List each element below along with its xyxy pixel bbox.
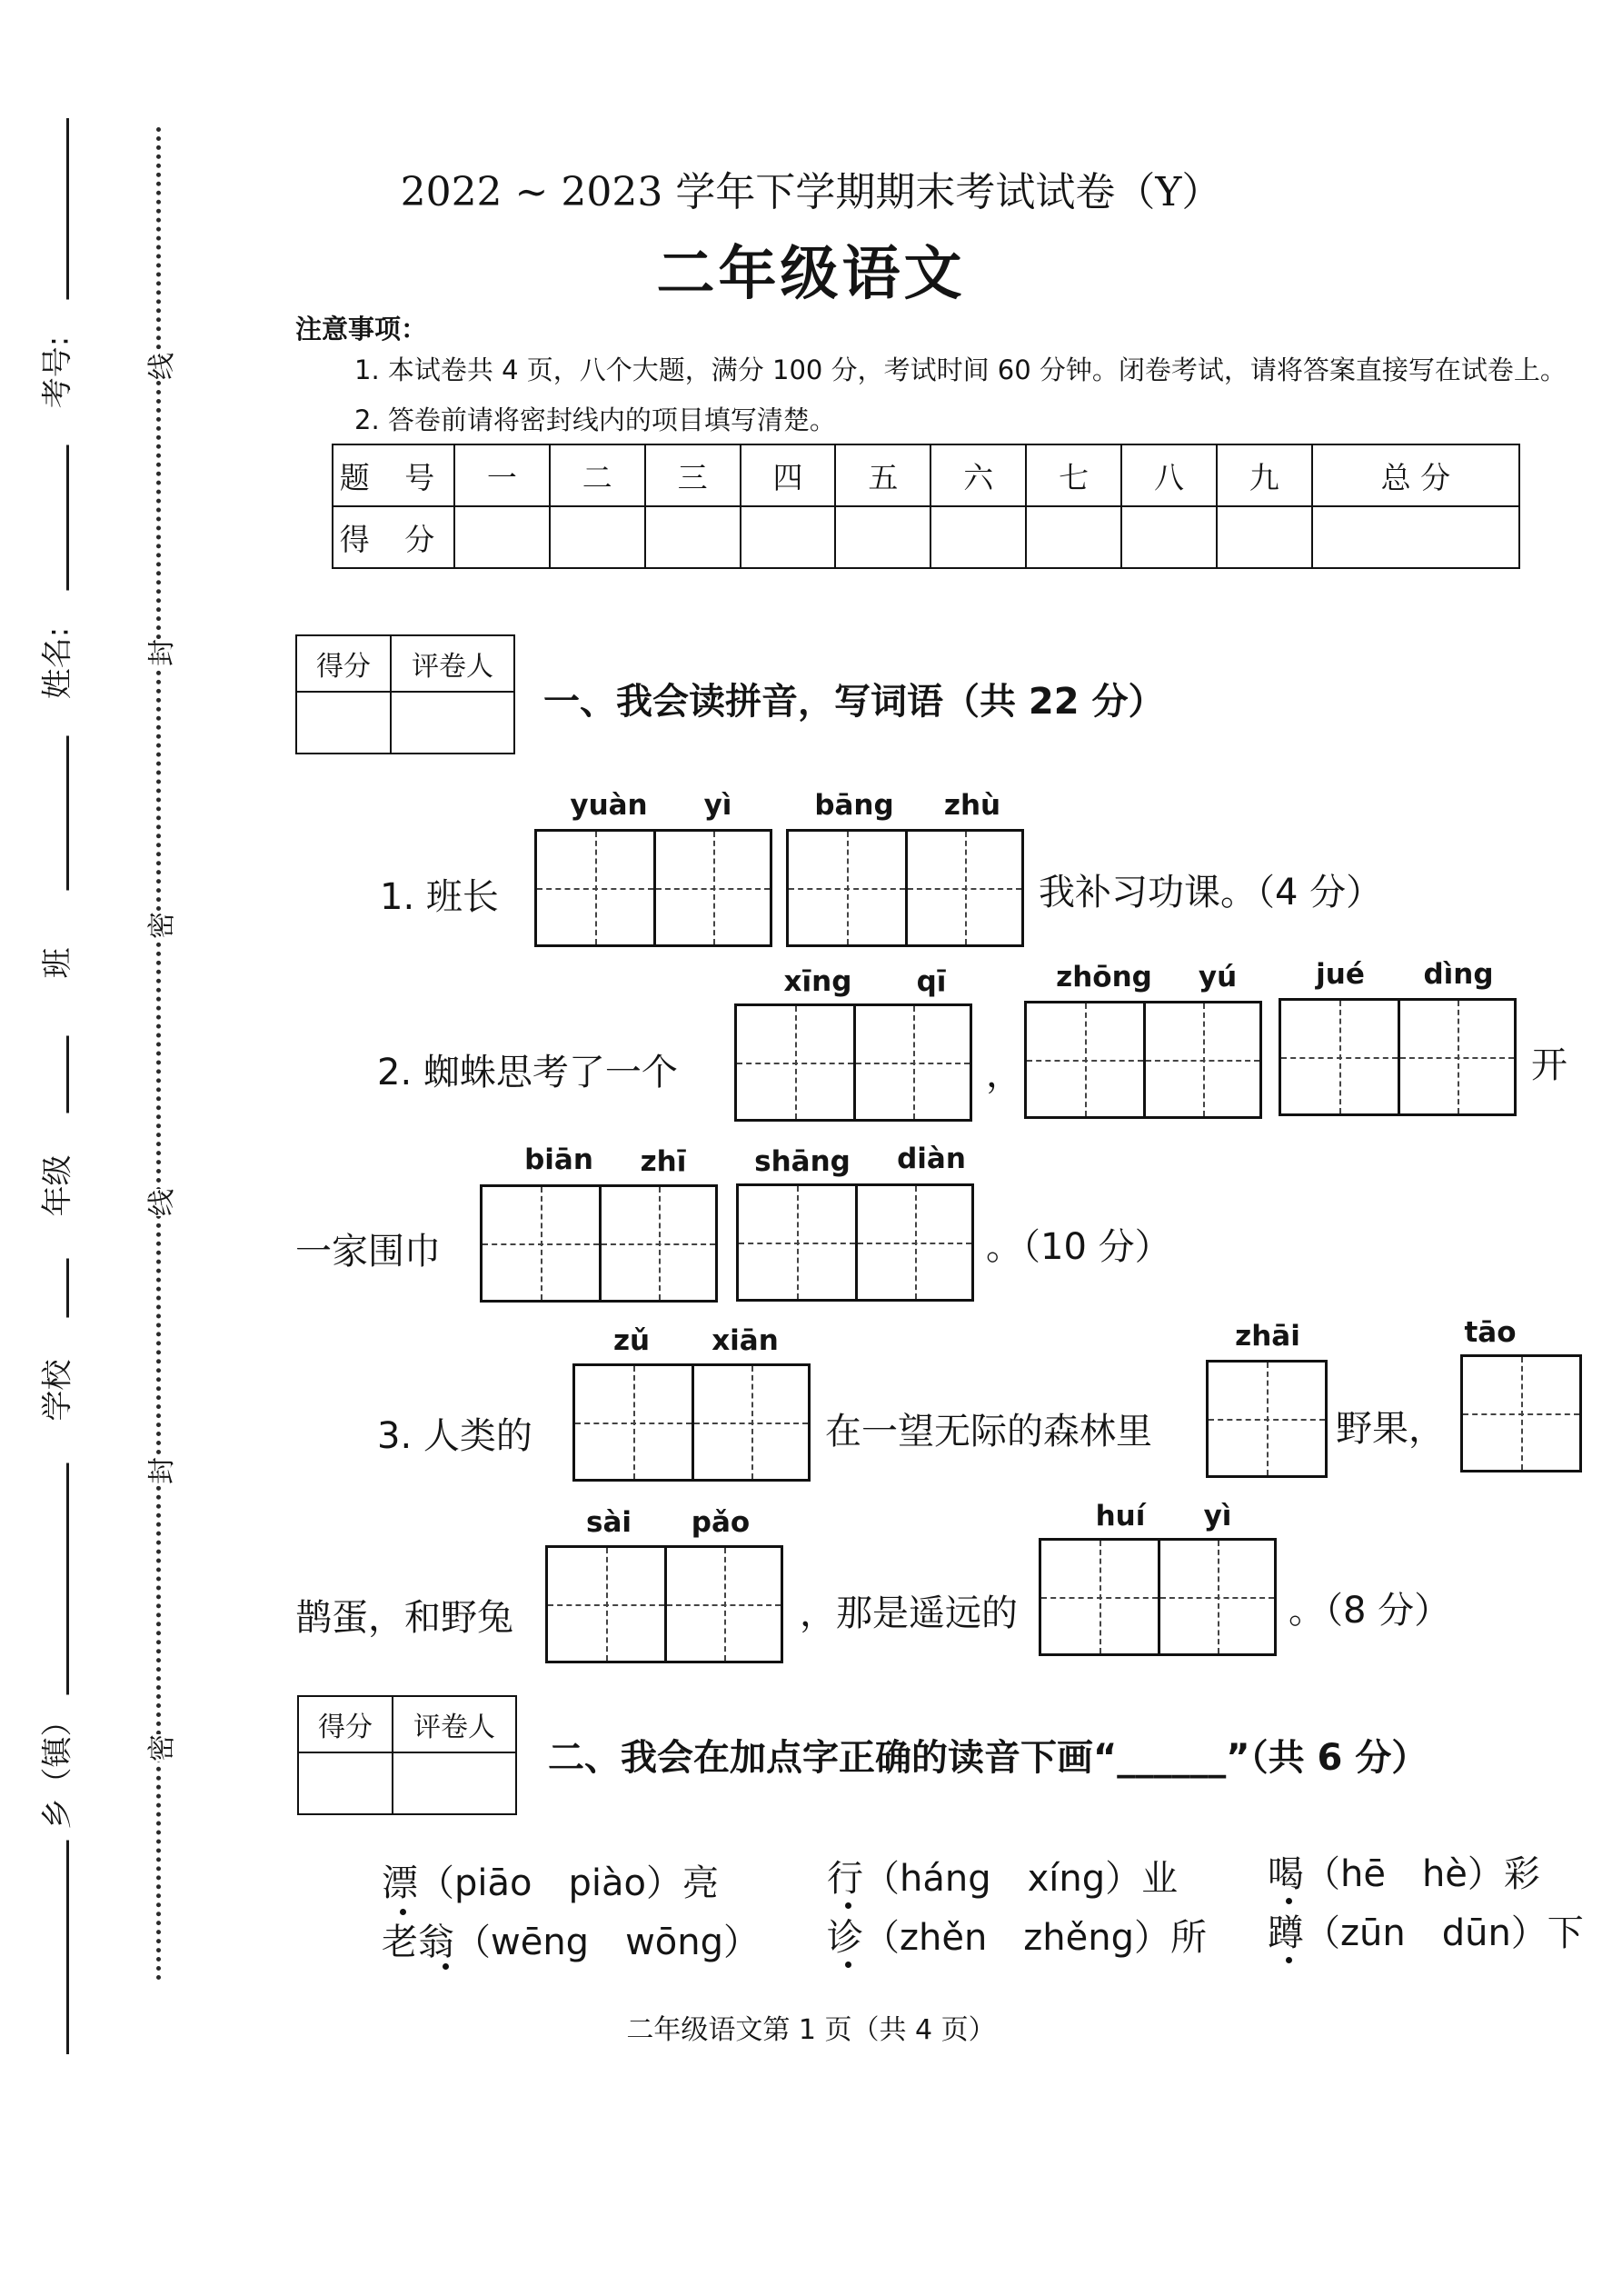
seal-seal-char: 封 [134,639,184,666]
writing-grid-zhongyu[interactable] [1024,1001,1262,1119]
pinyin: xiān [711,1324,779,1357]
score-cell[interactable] [1121,506,1217,568]
score-table-col: 九 [1217,444,1312,506]
pinyin: pǎo [691,1506,751,1539]
score-table-col: 七 [1026,444,1121,506]
score-table-col: 三 [645,444,741,506]
q2-line2-suffix: 。（10 分） [986,1226,1171,1268]
score-cell[interactable] [645,506,741,568]
pronunciation-item[interactable]: 漂（piāo piào）亮 [382,1862,719,1904]
pinyin: zhī [640,1145,687,1178]
grade-label: 年级 [33,1113,77,1259]
writing-grid-huiyi[interactable] [1039,1538,1277,1656]
grader-score-label: 得分 [298,1696,393,1752]
seal-line-char: 线 [134,353,184,380]
q3-line2-suffix: 。（8 分） [1289,1590,1451,1632]
grader-box-1 [295,634,515,754]
score-cell[interactable] [835,506,930,568]
q1-suffix: 我补习功课。（4 分） [1039,872,1383,913]
q2-prefix: 2. 蜘蛛思考了一个 [377,1052,678,1093]
q1-prefix: 1. 班长 [380,876,499,918]
grader-name-label: 评卷人 [391,635,514,692]
score-cell[interactable] [930,506,1026,568]
pinyin: shāng [754,1145,851,1178]
score-table-col-total: 总 分 [1312,444,1519,506]
emphasis-dot [845,1902,851,1909]
pinyin: sài [586,1506,632,1539]
seal-secret-char: 密 [134,1734,184,1762]
seal-dotted-line [156,127,161,1982]
writing-grid-xingqi[interactable] [734,1003,972,1122]
emphasis-dot [443,1963,449,1970]
page-footer: 二年级语文第 1 页（共 4 页） [626,2014,996,2046]
notice-heading: 注意事项： [295,314,428,344]
score-table-col: 六 [930,444,1026,506]
pronunciation-item[interactable]: 诊（zhěn zhěng）所 [827,1917,1208,1959]
grader-name-cell[interactable] [391,692,514,754]
writing-grid-zhai[interactable] [1206,1360,1328,1478]
grader-name-label: 评卷人 [393,1696,516,1752]
grader-score-cell[interactable] [298,1752,393,1814]
seal-secret-char: 密 [134,912,184,939]
emphasis-dot [1286,1957,1292,1963]
grader-score-cell[interactable] [296,692,391,754]
school-label: 学校 [33,1318,77,1463]
section-2-title: 二、我会在加点字正确的读音下画“______”（共 6 分） [548,1737,1428,1779]
writing-grid-tao[interactable] [1460,1354,1582,1472]
writing-grid-saipao[interactable] [545,1545,783,1663]
section-1-title: 一、我会读拼音，写词语（共 22 分） [543,681,1165,723]
notice-item-2: 2. 答卷前请将密封线内的项目填写清楚。 [354,404,836,435]
seal-line-char: 线 [134,1189,184,1216]
score-cell[interactable] [741,506,836,568]
pinyin: yú [1198,961,1238,993]
class-label: 班 [33,891,77,1036]
score-cell[interactable] [1217,506,1312,568]
score-table-score-label: 得 分 [333,506,454,568]
pinyin: yuàn [570,789,648,822]
pinyin: bāng [814,789,894,822]
pinyin: qī [916,965,947,998]
score-table-col: 五 [835,444,930,506]
pinyin: biān [524,1143,593,1176]
writing-grid-shangdian[interactable] [736,1183,974,1302]
score-table [332,444,1520,569]
pronunciation-item[interactable]: 行（háng xíng）业 [827,1858,1179,1900]
score-table-col: 八 [1121,444,1217,506]
score-cell[interactable] [1026,506,1121,568]
q3-middle: 在一望无际的森林里 [825,1411,1152,1452]
q3-line2-prefix: 鹊蛋，和野兔 [295,1597,513,1639]
pinyin: tāo [1464,1316,1517,1349]
notice-item-1: 1. 本试卷共 4 页，八个大题，满分 100 分，考试时间 60 分钟。闭卷考试，请将答案直接写在试卷上。 [354,354,1567,385]
pinyin: zhāi [1235,1320,1300,1353]
writing-grid-jueding[interactable] [1279,998,1517,1116]
q2-tail: 开 [1531,1044,1567,1086]
score-table-col: 二 [550,444,645,506]
score-cell-total[interactable] [1312,506,1519,568]
writing-grid-yuanyi[interactable] [534,829,772,947]
pinyin: diàn [897,1143,966,1175]
seal-seal-char: 封 [134,1457,184,1484]
township-label: 乡（镇） [33,1695,77,1841]
name-label: 姓名: [33,591,77,736]
pinyin: xīng [783,965,852,998]
exam-number-label: 考号: [33,300,77,445]
q2-comma: ， [986,1053,1022,1095]
pronunciation-item[interactable]: 蹲（zūn dūn）下 [1268,1912,1584,1954]
writing-grid-bangzhu[interactable] [786,829,1024,947]
writing-grid-bianzhi[interactable] [480,1184,718,1303]
q3-line2-middle: ，那是遥远的 [800,1592,1018,1634]
score-cell[interactable] [454,506,550,568]
pronunciation-item[interactable]: 喝（hē hè）彩 [1268,1853,1540,1895]
pinyin: yì [1203,1500,1232,1532]
q2-line2-prefix: 一家围巾 [295,1231,441,1273]
q3-prefix: 3. 人类的 [377,1415,532,1457]
score-cell[interactable] [550,506,645,568]
grader-box-2 [297,1695,517,1815]
pronunciation-item[interactable]: 老翁（wēng wōng） [382,1922,760,1963]
grader-name-cell[interactable] [393,1752,516,1814]
pinyin: yì [703,789,732,822]
pinyin: dìng [1423,958,1494,991]
pinyin: huí [1095,1500,1146,1532]
grader-score-label: 得分 [296,635,391,692]
writing-grid-zuxian[interactable] [572,1363,811,1482]
score-table-header-label: 题 号 [333,444,454,506]
score-table-col: 四 [741,444,836,506]
emphasis-dot [1286,1898,1292,1904]
pinyin: zhōng [1056,961,1152,993]
emphasis-dot [845,1962,851,1968]
exam-title: 二年级语文 [656,240,966,308]
exam-subtitle: 2022 ~ 2023 学年下学期期末考试试卷（Y） [400,169,1222,215]
pinyin: zǔ [612,1324,651,1357]
pinyin: jué [1316,958,1365,991]
pinyin: zhù [943,789,1001,822]
score-table-col: 一 [454,444,550,506]
q3-after-zhai: 野果， [1336,1408,1445,1450]
emphasis-dot [400,1909,406,1915]
